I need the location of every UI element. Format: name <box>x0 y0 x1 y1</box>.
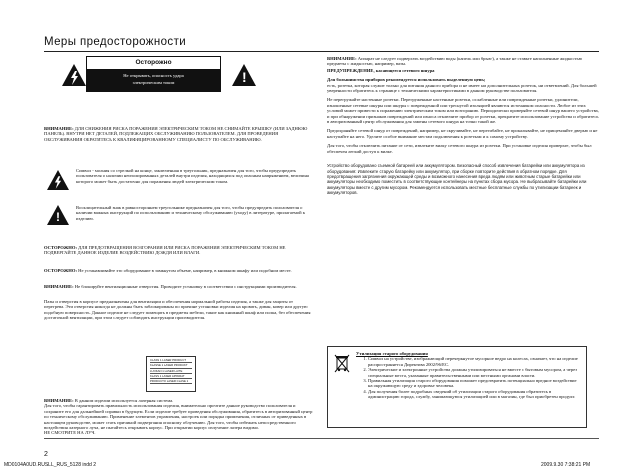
main-warning-label: ВНИМАНИЕ: <box>44 126 74 131</box>
small-bolt-icon <box>54 176 62 189</box>
disposal-box <box>327 346 587 428</box>
exclamation-note: Восклицательный знак в равностороннем треугольнике предназначен для того, чтобы предупредить пользователя о наличии важных инструкций по использованию и техническому обслуживанию (уходу) в литературе, прилагаемой к изделию. <box>76 205 306 221</box>
footer-timestamp: 2009.9.30 7:38:21 PM <box>541 462 591 468</box>
vent-body: Пазы и отверстия в корпусе предназначены для вентиляции и обеспечения нормальной работы изделия, а также для защиты от перегрева. Эти отверстия никогда не должны быть заблокированы по причине установки изделия на кровать, диван, ковер или другую подобную поверхность. Данное изделие не следует помещать в предметы мебели, такие как книжный шкаф или полка, без обеспечения достаточной вентиляции, при этом следует соблюдать инструкции производителя. <box>44 299 311 321</box>
main-warning <box>44 126 314 142</box>
closed-space-warning <box>44 268 314 273</box>
cord-paragraph-2: Не перегружайте настенные розетки. Перегруженные настенные розетки, ослабленные или поврежденные розетки, удлинители, изношенные сетевые шнуры или шнуры с поврежденной или треснутой изоляцией являются источником опасности. Любое из этих условий может привести к поражению электрическим током или возгоранию. Периодически проверяйте сетевой шнур вашего устройства, и при обнаружении признаков повреждений или износа отключите прибор от розетки, прекратите использование устройства и обратитесь в авторизованный центр обслуживания для замены сетевого шнура на точно такой же. <box>327 97 599 125</box>
vent-warning <box>44 284 314 289</box>
cord-intro: Для большинства приборов рекомендуется использовать выделенную цепь; <box>327 77 486 83</box>
laser-end: НЕ СМОТРИТЕ НА ЛУЧ. <box>44 430 96 436</box>
laser-body: Для того, чтобы гарантировать правильность использования изделия, внимательно прочтите данное руководство пользователя и сохраните его для дальнейшей справки в будущем. Если изделие требует проведения обслуживания, обратитесь в авторизованный центр по техническому обслуживанию. Применение элементов управления, настроек или порядка применения, отличных от приведенных в настоящем руководстве, может стать причиной подвергания опасному облучению. Для того, чтобы избежать непосредственного воздействия лазерного луча, не пытайтесь открывать корпус. При открытии корпус излучение лазера видимо. <box>44 403 313 431</box>
footer-rule <box>44 438 599 439</box>
cord-paragraph-1: есть, розетка, которая служит только для питания данного прибора и не имеет ни дополнительных розеток, ни ответвлений. Для большей уверенности обратитесь к странице с техническими характеристиками в данном руководстве пользователя. <box>327 82 597 94</box>
laser-warning-label: ВНИМАНИЕ: <box>44 398 74 403</box>
caution-line-2: электрическим током <box>132 79 175 85</box>
caution-header: Осторожно <box>87 57 220 70</box>
battery-paragraph: Устройство оборудовано съемной батареей или аккумулятором. Безопасный способ извлечения батарейки или аккумулятора из оборудования: Извлеките старую батарейку или аккумулятор, при сборке повторите действия в обратном порядке. Для предотвращения загрязнения окружающей среды и возможного нанесения вреда людям или животным старые батарейки или аккумуляторы необходимо поместить в соответствующие контейнеры на пунктах сбора мусора. Не выбрасывайте батарейки или аккумуляторы вместе с другим мусором. Рекомендуется использовать местные бесплатные службы по утилизации батареек и аккумуляторов. <box>327 163 587 196</box>
right-warning-text: Аппарат не следует подвергать воздействию воды (капель или брызг), а также не ставьте наполненные жидкостью предметы с жидкостью, например, вазы. <box>327 56 583 67</box>
title-rule <box>44 51 599 52</box>
main-warning-text: ДЛЯ СНИЖЕНИЯ РИСКА ПОРАЖЕНИЯ ЭЛЕКТРИЧЕСКИМ ТОКОМ НЕ СНИМАЙТЕ КРЫШКУ (ИЛИ ЗАДНЮЮ ПАНЕЛЬ). ВНУТРИ НЕТ ДЕТАЛЕЙ, ПОДЛЕЖАЩИХ ОБСЛУЖИВАНИЮ ПОЛЬЗОВАТЕЛЕМ. ДЛЯ ПРОВЕДЕНИЯ ОБСЛУЖИВАНИЯ ОБРАТИТЕСЬ К КВАЛИФИЦИРОВАННОМУ СПЕЦИАЛИСТУ ПО ОБСЛУЖИВАНИЮ. <box>44 126 308 142</box>
right-column <box>327 56 599 196</box>
laser-label-line: KLASS 1 LASER APPARAT <box>150 375 192 379</box>
laser-label-line: PRODUCTO LASER CLASE 1 <box>150 380 192 384</box>
closed-space-label: ОСТОРОЖНО: <box>44 268 77 273</box>
page-number: 2 <box>44 451 48 458</box>
vent-warning-label: ВНИМАНИЕ: <box>44 284 74 289</box>
footer-file-name: MD0104A0UD.RUSLL_RUS_5128 indd 2 <box>4 462 96 468</box>
laser-warning <box>44 398 314 436</box>
laser-warning-text: В данном изделии используется лазерная система. <box>74 398 174 403</box>
disposal-item: 4. Для получения более подробных сведений об утилизации старого оборудования обратитесь в администрацию города, службу, занимающуюся утилизацией или в магазин, где был приобретен продукт. <box>368 389 582 400</box>
fire-warning <box>44 245 314 256</box>
cord-paragraph-3: Предохраняйте сетевой шнур от повреждений, например, не скручивайте, не перегибайте, не прокалывайте, не прищемляйте дверью и не наступайте на него. Уделите особое внимание местам подключения к розеткам и к самому устройству. <box>327 128 598 139</box>
laser-class-label <box>146 356 196 392</box>
vent-warning-text: Не блокируйте вентиляционные отверстия. Проводите установку в соответствии с инструкциями производителя. <box>74 284 297 289</box>
lightning-bolt-icon <box>70 71 79 85</box>
disposal-item: 2. Электрические и электронные устройства должны утилизироваться не вместе с бытовым мусором, а через специальные места, указанные правительственными или местными органами власти. <box>368 367 582 378</box>
lightning-note: Символ - молния со стрелкой на конце, заключенная в треугольник, предназначен для того, чтобы предупредить пользователя о наличии неизолированных деталей внутри изделия, находящихся под опасным напряжением, величина которого может быть достаточно для поражения людей электрическим током. <box>76 168 309 184</box>
cord-heading: ПРЕДУПРЕЖДЕНИЕ, касающееся сетевого шнура <box>327 67 435 73</box>
crossed-bin-icon <box>334 353 350 373</box>
closed-space-text: Не устанавливайте это оборудование в замкнутом объеме, например, в книжном шкафу или подобном месте. <box>78 268 292 273</box>
cord-paragraph-4: Для того, чтобы отключить питание от сети, извлеките вилку сетевого шнура из розетки. При установке изделия проверьте, чтобы был обеспечен легкий доступ к вилке. <box>327 143 592 154</box>
laser-label-line: KLASSE 1 LASER PRODUKT <box>150 364 192 368</box>
page-title: Меры предосторожности <box>44 36 187 48</box>
disposal-heading: Утилизация старого оборудования <box>356 351 428 356</box>
disposal-item: 3. Правильная утилизация старого оборудования поможет предотвратить потенциально вредное воздействие на окружающую среду и здоровье человека. <box>368 378 582 389</box>
caution-line-1: Не открывать, опасность удара <box>123 73 184 78</box>
disposal-item: 1. Символ на устройстве, изображающий перечеркнутое мусорное ведро на колесах, означает, что на изделие распространяется Директива 2002/96/ЕС. <box>368 356 582 367</box>
caution-body <box>87 70 220 91</box>
right-warning-label: ВНИМАНИЕ: <box>327 56 357 61</box>
fire-warning-text: ДЛЯ ПРЕДОТВРАЩЕНИЯ ВОЗГОРАНИЯ ИЛИ РИСКА ПОРАЖЕНИЯ ЭЛЕКТРИЧЕСКИМ ТОКОМ НЕ ПОДВЕРГАЙТЕ ДАННОЕ ИЗДЕЛИЕ ВОЗДЕЙСТВИЮ ДОЖДЯ ИЛИ ВЛАГИ. <box>44 245 286 256</box>
disposal-list <box>356 356 582 399</box>
fire-warning-label: ОСТОРОЖНО: <box>44 245 77 250</box>
laser-label-line: LUOKAN 1 LASER LAITE <box>150 370 192 374</box>
laser-label-line: CLASS 1 LASER PRODUCT <box>150 359 192 363</box>
caution-box <box>86 56 221 92</box>
